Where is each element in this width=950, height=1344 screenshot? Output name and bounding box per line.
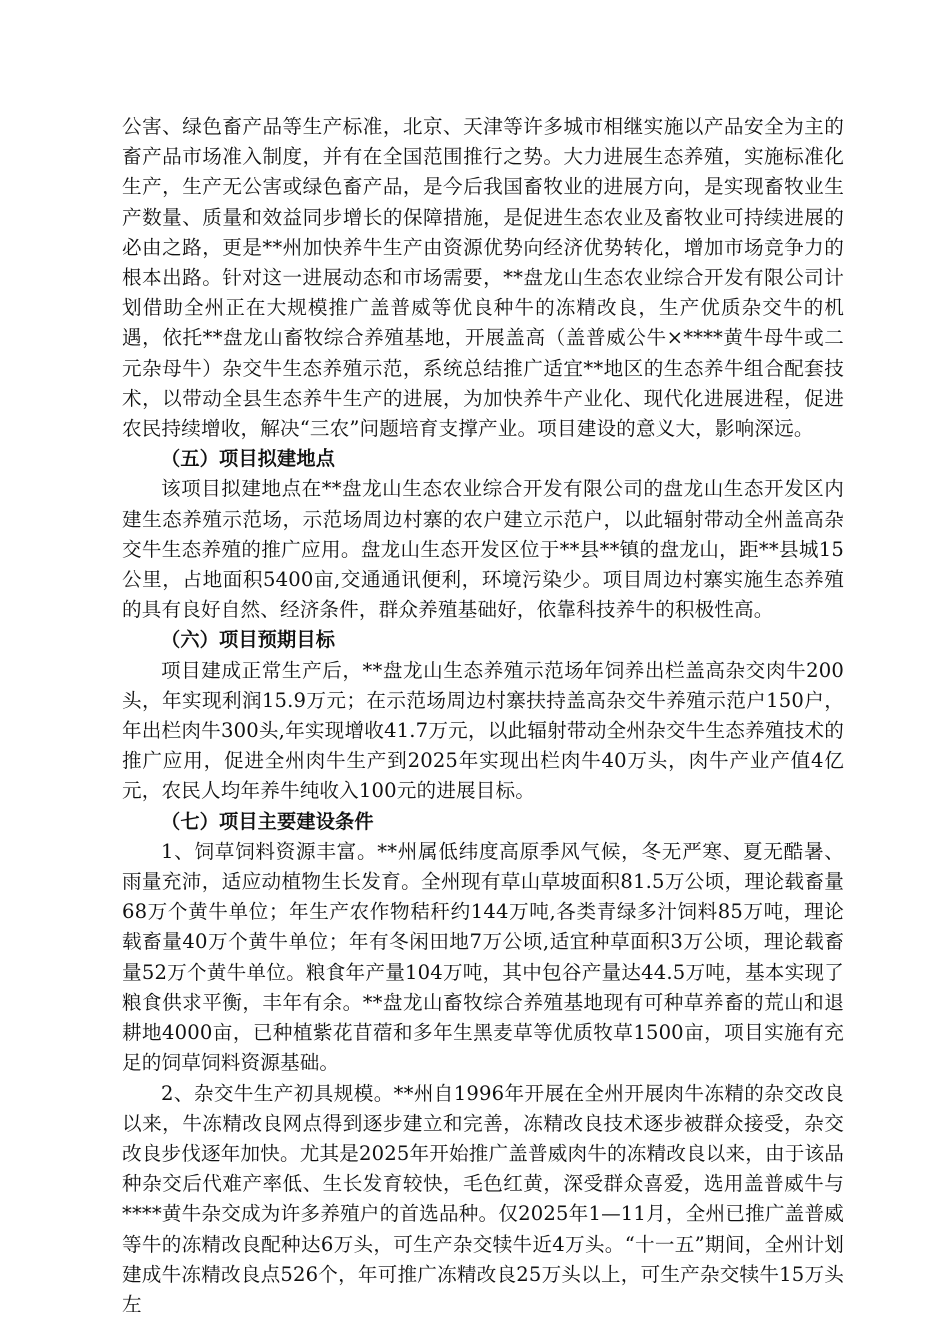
section-heading-5: （五）项目拟建地点 bbox=[161, 447, 336, 471]
paragraph-site: 该项目拟建地点在**盘龙山生态农业综合开发有限公司的盘龙山生态开发区内建生态养殖示范场，示范场周边村寨的农户建立示范户，以此辐射带动全州盖高杂交牛生态养殖的推广应用。盘龙山生态开发区位于**县**镇的盘龙山，距**县城15公里，占地面积5400亩,交通通讯便利，环境污染少。项目周边村寨实施生态养殖的具有良好自然、经济条件，群众养殖基础好，依靠科技养牛的积极性高。 bbox=[122, 477, 844, 622]
section-heading-6: （六）项目预期目标 bbox=[161, 628, 336, 652]
document-page bbox=[122, 112, 844, 1320]
paragraph-crossbreed-scale: 2、杂交牛生产初具规模。**州自1996年开展在全州开展肉牛冻精的杂交改良以来，牛冻精改良网点得到逐步建立和完善，冻精改良技术逐步被群众接受，杂交改良步伐逐年加快。尤其是2025年开始推广盖普威肉牛的冻精改良以来，由于该品种杂交后代难产率低、生长发育较快，毛色红黄，深受群众喜爱，选用盖普威牛与****黄牛杂交成为许多养殖户的首选品种。仅2025年1—11月，全州已推广盖普威等牛的冻精改良配种达6万头，可生产杂交犊牛近4万头。“十一五”期间，全州计划建成牛冻精改良点526个，年可推广冻精改良25万头以上，可生产杂交犊牛15万头左 bbox=[122, 1081, 844, 1316]
paragraph-feed-resources: 1、饲草饲料资源丰富。**州属低纬度高原季风气候，冬无严寒、夏无酷暑、雨量充沛，适应动植物生长发育。全州现有草山草坡面积81.5万公顷，理论载畜量68万个黄牛单位；年生产农作物秸秆约144万吨,各类青绿多汁饲料85万吨，理论载畜量40万个黄牛单位；年有冬闲田地7万公顷,适宜种草面积3万公顷，理论载畜量52万个黄牛单位。粮食年产量104万吨，其中包谷产量达44.5万吨，基本实现了粮食供求平衡，丰年有余。**盘龙山畜牧综合养殖基地现有可种草养畜的荒山和退耕地4000亩，已种植紫花苜蓿和多年生黑麦草等优质牧草1500亩，项目实施有充足的饲草饲料资源基础。 bbox=[122, 839, 844, 1075]
paragraph-intro: 公害、绿色畜产品等生产标准，北京、天津等许多城市相继实施以产品安全为主的畜产品市场准入制度，并有在全国范围推行之势。大力进展生态养殖，实施标准化生产，生产无公害或绿色畜产品，是今后我国畜牧业的进展方向，是实现畜牧业生产数量、质量和效益同步增长的保障措施，是促进生态农业及畜牧业可持续进展的必由之路，更是**州加快养牛生产由资源优势向经济优势转化，增加市场竞争力的根本出路。针对这一进展动态和市场需要，**盘龙山生态农业综合开发有限公司计划借助全州正在大规模推广盖普威等优良种牛的冻精改良，生产优质杂交牛的机遇，依托**盘龙山畜牧综合养殖基地，开展盖高（盖普威公牛×****黄牛母牛或二元杂母牛）杂交牛生态养殖示范，系统总结推广适宜**地区的生态养牛组合配套技术，以带动全县生态养牛生产的进展，为加快养牛产业化、现代化进展进程，促进农民持续增收，解决“三农”问题培育支撑产业。项目建设的意义大，影响深远。 bbox=[122, 115, 844, 441]
section-heading-7: （七）项目主要建设条件 bbox=[161, 809, 374, 833]
paragraph-goals: 项目建成正常生产后，**盘龙山生态养殖示范场年饲养出栏盖高杂交肉牛200头，年实现利润15.9万元；在示范场周边村寨扶持盖高杂交牛养殖示范户150户，年出栏肉牛300头,年实现增收41.7万元，以此辐射带动全州杂交牛生态养殖技术的推广应用，促进全州肉牛生产到2025年实现出栏肉牛40万头，肉牛产业产值4亿元，农民人均年养牛纯收入100元的进展目标。 bbox=[122, 658, 844, 803]
